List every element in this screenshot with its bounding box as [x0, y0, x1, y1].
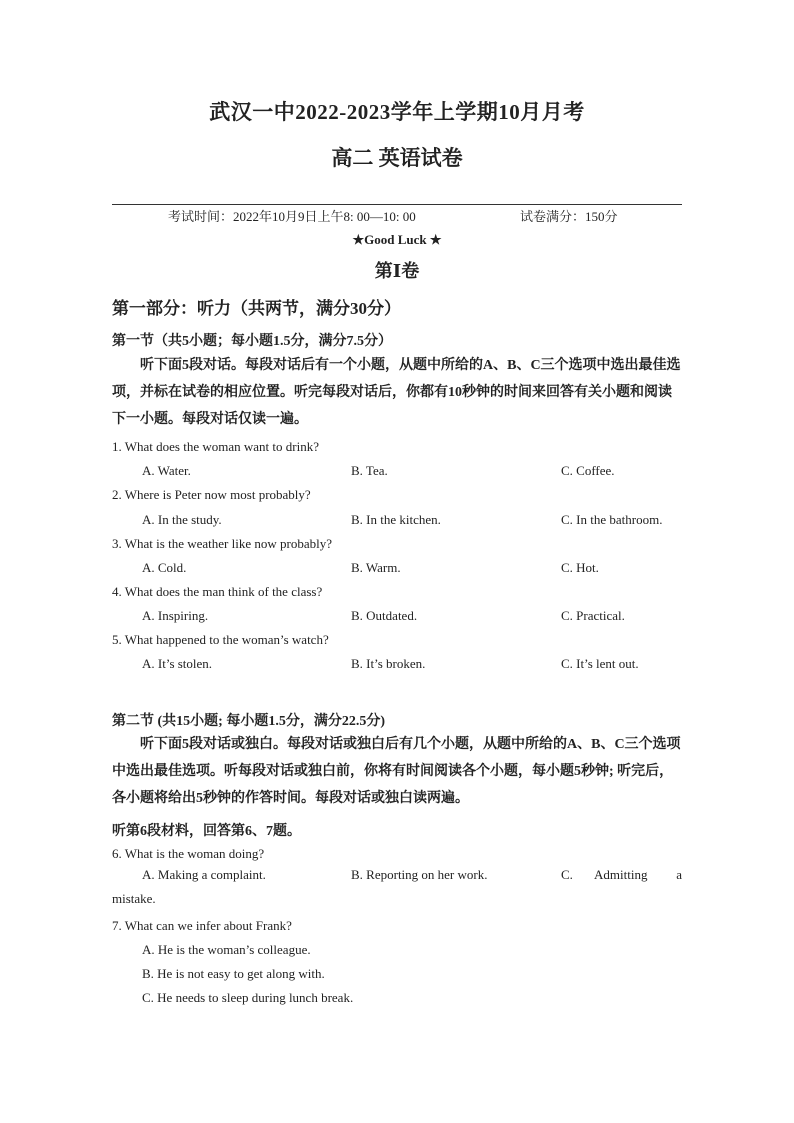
- question-5-option-a: A. It’s stolen.: [142, 656, 213, 671]
- question-6-option-c-label: C.: [561, 867, 573, 882]
- question-1-option-c: C. Coffee.: [561, 463, 615, 478]
- question-7-option-b: B. He is not easy to get along with.: [142, 966, 325, 981]
- section2-instruction: 听下面5段对话或独白。每段对话或独白后有几个小题，从题中所给的A、B、C三个选项中选出最佳选项。听每段对话或独白前，你将有时间阅读各个小题，每小题5秒钟; 听完后，各小题将给出5秒钟的作答时间。每段对话或独白读两遍。: [112, 737, 681, 806]
- question-7-option-c: C. He needs to sleep during lunch break.: [142, 990, 354, 1005]
- material-6-heading: 听第6段材料，回答第6、7题。: [112, 824, 301, 839]
- question-4-option-a: A. Inspiring.: [142, 608, 209, 623]
- question-1-option-b: B. Tea.: [351, 463, 388, 478]
- question-5-option-b: B. It’s broken.: [351, 656, 426, 671]
- question-4-option-c: C. Practical.: [561, 608, 625, 623]
- question-6-option-a: A. Making a complaint.: [142, 867, 266, 882]
- part1-title: 第一部分：听力（共两节，满分30分）: [112, 299, 401, 318]
- question-4-option-b: B. Outdated.: [351, 608, 418, 623]
- question-3: 3. What is the weather like now probably?: [112, 536, 332, 551]
- exam-title: 武汉一中2022-2023学年上学期10月月考: [209, 100, 585, 124]
- question-7-option-a: A. He is the woman’s colleague.: [142, 942, 311, 957]
- question-6-option-c-word: Admitting: [594, 867, 648, 882]
- section1-title: 第一节（共5小题；每小题1.5分，满分7.5分）: [112, 334, 392, 349]
- section2-title: 第二节 (共15小题; 每小题1.5分，满分22.5分): [112, 714, 385, 729]
- header-divider: [112, 204, 682, 205]
- question-5: 5. What happened to the woman’s watch?: [112, 632, 329, 647]
- question-2: 2. Where is Peter now most probably?: [112, 487, 311, 502]
- question-2-option-b: B. In the kitchen.: [351, 512, 441, 527]
- volume-heading: 第Ⅰ卷: [374, 261, 420, 281]
- question-6-option-c-continued: mistake.: [112, 891, 156, 906]
- question-3-option-a: A. Cold.: [142, 560, 187, 575]
- question-6-option-b: B. Reporting on her work.: [351, 867, 488, 882]
- exam-subtitle: 高二 英语试卷: [331, 146, 463, 170]
- question-5-option-c: C. It’s lent out.: [561, 656, 639, 671]
- question-6: 6. What is the woman doing?: [112, 846, 265, 861]
- question-1-option-a: A. Water.: [142, 463, 191, 478]
- question-1: 1. What does the woman want to drink?: [112, 439, 319, 454]
- question-7: 7. What can we infer about Frank?: [112, 918, 292, 933]
- exam-time: 考试时间：2022年10月9日上午8: 00—10: 00: [168, 209, 416, 224]
- section1-instruction: 听下面5段对话。每段对话后有一个小题，从题中所给的A、B、C三个选项中选出最佳选项，并标在试卷的相应位置。听完每段对话后，你都有10秒钟的时间来回答有关小题和阅读下一小题。每段对话仅读一遍。: [112, 358, 681, 427]
- good-luck-banner: ★Good Luck ★: [352, 232, 442, 247]
- question-4: 4. What does the man think of the class?: [112, 584, 323, 599]
- question-2-option-a: A. In the study.: [142, 512, 222, 527]
- question-3-option-b: B. Warm.: [351, 560, 401, 575]
- question-3-option-c: C. Hot.: [561, 560, 599, 575]
- question-2-option-c: C. In the bathroom.: [561, 512, 663, 527]
- question-6-option-c-word2: a: [676, 867, 682, 882]
- full-score: 试卷满分：150分: [520, 209, 618, 224]
